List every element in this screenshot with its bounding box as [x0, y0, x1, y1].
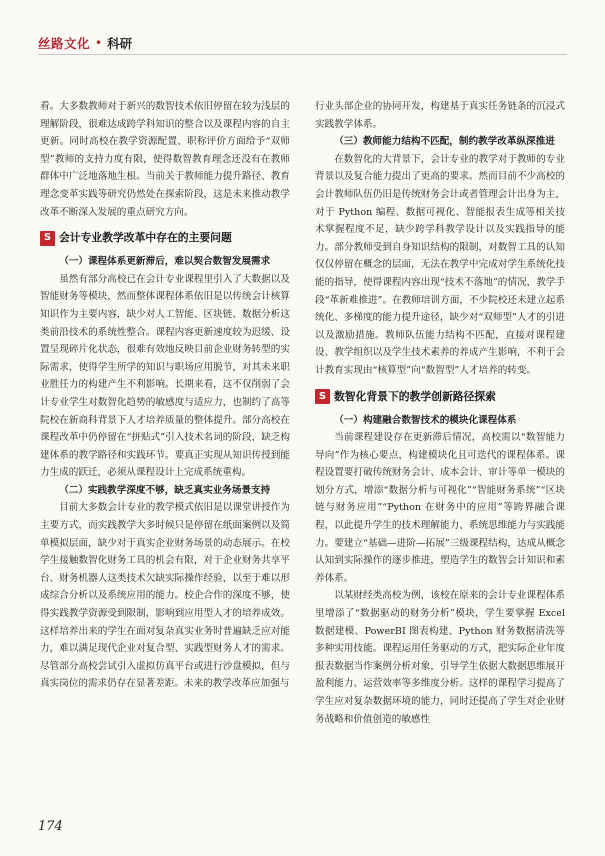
section-badge-icon: S: [40, 231, 55, 246]
subheading-teachers: （三）教师能力结构不匹配，制约教学改革纵深推进: [334, 136, 555, 148]
section-title: 数智化背景下的教学创新路径探索: [334, 389, 496, 403]
right-column: [315, 98, 565, 728]
page-number: 174: [38, 819, 63, 834]
section-badge-icon: S: [315, 389, 330, 404]
paragraph-modular-curriculum: 当前课程建设存在更新滞后情况，高校需以“数智能力导向”作为核心要点，构建模块化且可迭代的课程体系。课程设置要打破传统财务会计、成本会计、审计等单一模块的划分方式，增添“数据分析与可视化”“智能财务系统”“区块链与财务应用”“Python 在财务中的应用”等跨界融合课程，以此提升学生的技术理解能力、系统思维能力与实践能力。要建立“基础—进阶—拓展”三级课程结构，达成从概念认知到实际操作的逐步推进，塑造学生的数智会计知识和素养体系。: [315, 432, 565, 584]
subheading-practice: （二）实践教学深度不够，缺乏真实业务场景支持: [59, 484, 271, 496]
header-separator: •: [95, 36, 103, 50]
section-heading-innovation: [315, 388, 565, 406]
section-title: 会计专业教学改革中存在的主要问题: [59, 231, 232, 245]
intro-paragraph: 看。大多数教师对于新兴的数智技术依旧停留在较为浅层的理解阶段，很难达成跨学科知识的整合以及课程内容的自主更新。同时高校在教学资源配置、职称评价方面给予“双师型”教师的支持力度有限，使得数智教育理念还没有在教师群体中广泛地落地生根。当前关于教师能力提升路径、教育理念变革实践等研究仍然处在探索阶段，这是未来推动教学改革不断深入发展的重点研究方向。: [40, 101, 290, 218]
paragraph-curriculum: 虽然有部分高校已在会计专业课程里引入了大数据以及智能财务等模块，然而整体课程体系依旧是以传统会计核算知识作为主要内容，缺少对人工智能、区块链、数据分析这类前沿技术的系统性整合。课程内容更新速度较为迟缓、设置呈现碎片化状态，很难有效地反映目前企业财务转型的实际需求，使得学生所学的知识与职场应用脱节，对其未来职业胜任力的构建产生不利影响。长期来看，这不仅削弱了会计专业学生对数智化趋势的敏感度与适应力，也制约了高等院校在新商科背景下人才培养质量的整体提升。部分高校在课程改革中仍停留在“拼贴式”引入技术名词的阶段，缺乏构建体系的教学路径和实践环节。要真正实现从知识传授到能力生成的跃迁，必须从课程设计上完成系统重构。: [40, 273, 290, 479]
header-rule: [38, 54, 567, 55]
subheading-curriculum: （一）课程体系更新滞后，难以契合数智发展需求: [59, 256, 271, 268]
paragraph-practice: 目前大多数会计专业的教学模式依旧是以课堂讲授作为主要方式，而实践教学大多时候只是停留在纸面案例以及简单模拟层面，缺少对于真实企业财务场景的动态展示。在校学生接触数智化财务工具的机会有限，对于企业财务共享平台、财务机器人这类技术欠缺实际操作经验，以至于难以形成综合分析以及系统应用的能力。校企合作的深度不够，使得实践教学资源受到限制，影响到应用型人才的培养成效。这样培养出来的学生在面对复杂真实业务时普遍缺乏应对能力，难以满足现代企业对复合型、实践型财务人才的需求。尽管部分高校尝试引入虚拟仿真平台或进行沙盘模拟，但与真实岗位的需求仍存在显著差距。未来的教学改革应加强与: [40, 502, 290, 690]
continuation-paragraph: 行业头部企业的协同开发，构建基于真实任务链条的沉浸式实践教学体系。: [315, 101, 565, 130]
left-column: [40, 98, 290, 693]
journal-section: 科研: [107, 36, 133, 51]
paragraph-case-example: 以某财经类高校为例，该校在原来的会计专业课程体系里增添了“数据驱动的财务分析”模块，学生要掌握 Excel 数据建模、PowerBI 图表构建、Python 财务数据清洗等多种实用技能。课程运用任务驱动的方式，把实际企业年度报表数据当作案例分析对象，引导学生依据大数据思维展开盈利能力、运营效率等多维度分析。这样的课程学习提高了学生应对复杂数据环境的能力，同时还提高了学生对企业财务战略和价值创造的敏感性: [315, 590, 565, 725]
journal-brand: 丝路文化: [38, 36, 91, 51]
paragraph-teachers: 在数智化的大背景下，会计专业的教学对于教师的专业背景以及复合能力提出了更高的要求。然而目前不少高校的会计教师队伍仍旧是传统财务会计或者管理会计出身为主，对于 Python 编程、数据可视化、智能报表生成等相关技术掌握程度不足，缺少跨学科教学设计以及实践指导的能力。部分教师受到自身知识结构的限制，对数智工具的认知仅仅停留在概念的层面，无法在教学中完成对学生系统化技能的指导，使得课程内容出现“技术不落地”的情况，教学手段“革新难推进”。在教师培训方面，不少院校还未建立起系统化、多梯度的能力提升途径，缺少对“双师型”人才的引进以及激励措施。教师队伍能力结构不匹配，直接对课程建设、教学组织以及学生技术素养的养成产生影响，不利于会计教育实现由“核算型”向“数智型”人才培养的转变。: [315, 153, 565, 376]
subheading-modular-curriculum: （一）构建融合数智技术的模块化课程体系: [334, 414, 517, 426]
section-heading-problems: [40, 229, 290, 247]
running-header: [38, 34, 132, 52]
